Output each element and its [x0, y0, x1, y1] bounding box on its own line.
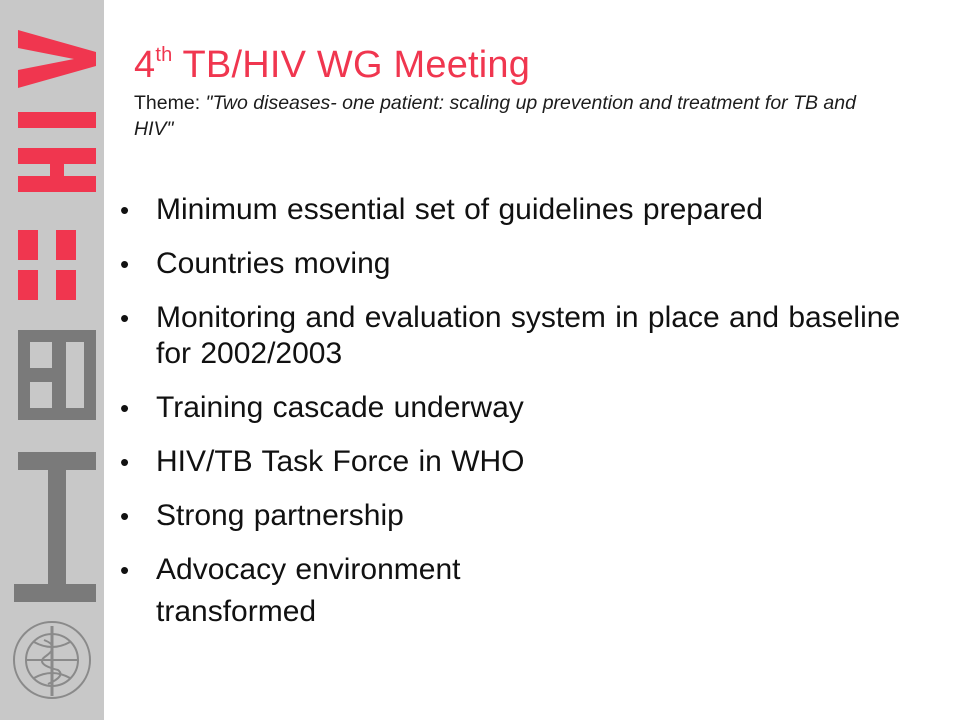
bullet-text: Strong partnership [156, 499, 404, 532]
tb-hiv-logo [0, 0, 104, 720]
slide-title [134, 42, 934, 88]
theme-text: "Two diseases- one patient: scaling up prevention and treatment for TB and HIV" [134, 92, 856, 140]
title-superscript: th [155, 44, 173, 67]
sidebar-panel [0, 0, 104, 720]
theme-label: Theme: [134, 92, 206, 114]
bullet-list [116, 192, 936, 648]
bullet-item [116, 300, 936, 372]
bullet-continuation [116, 594, 936, 630]
bullet-glyph: • [120, 303, 130, 333]
tb-letters [14, 330, 96, 602]
bullet-item [116, 246, 936, 282]
bullet-text: Monitoring and evaluation system in place and baseline for 2002/2003 [156, 301, 901, 370]
who-emblem-icon [14, 622, 90, 698]
bullet-text: Countries moving [156, 247, 391, 280]
bullet-item [116, 192, 936, 228]
bullet-text: Minimum essential set of guidelines prepared [156, 193, 763, 226]
slide-theme [134, 90, 894, 142]
bullet-glyph: • [120, 249, 130, 279]
bullet-text: Training cascade underway [156, 391, 524, 424]
title-number: 4 [134, 44, 156, 86]
bullet-item [116, 390, 936, 426]
bullet-glyph: • [120, 195, 130, 225]
bullet-glyph: • [120, 447, 130, 477]
slide-header [134, 42, 934, 142]
bullet-item [116, 444, 936, 480]
bullet-item [116, 552, 936, 588]
bullet-item [116, 498, 936, 534]
bullet-glyph: • [120, 393, 130, 423]
hiv-letters [18, 30, 96, 300]
bullet-glyph: • [120, 555, 130, 585]
title-text: TB/HIV WG Meeting [172, 44, 531, 86]
bullet-glyph: • [120, 501, 130, 531]
bullet-text: HIV/TB Task Force in WHO [156, 445, 525, 478]
bullet-text: Advocacy environment [156, 553, 461, 586]
bullet-continuation-text: transformed [156, 595, 317, 628]
